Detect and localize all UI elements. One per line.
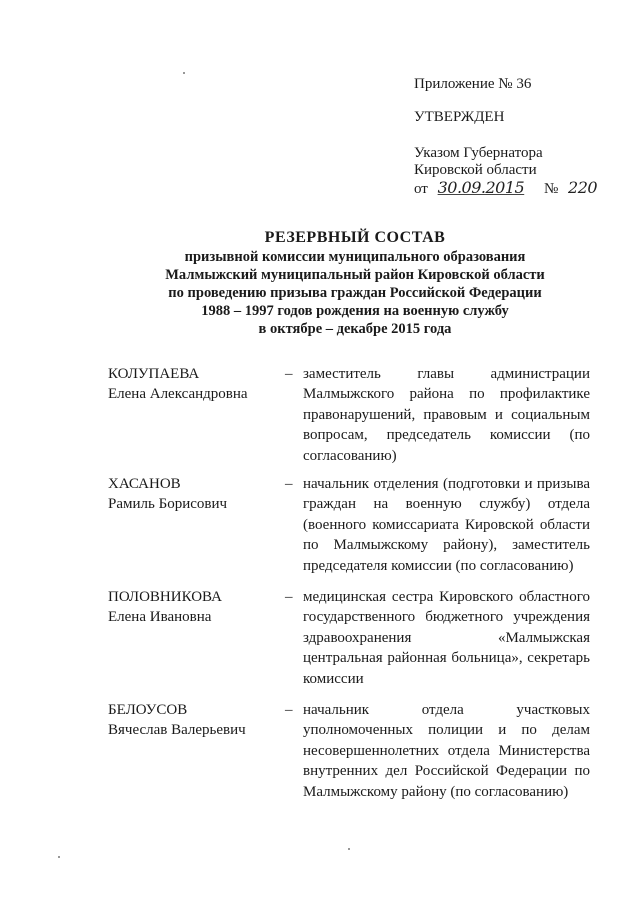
member-role: начальник отдела участковых уполномоченных полиции и по делам несовершеннолетних отдела Министерства внутренних дел Российской Федерации по Малмыжскому району (по согласованию): [303, 702, 590, 800]
title-line: Малмыжский муниципальный район Кировской области: [165, 267, 545, 283]
document-title: [90, 228, 620, 338]
member-name: [108, 700, 283, 741]
decree-date-line: [414, 179, 597, 198]
approved-label: УТВЕРЖДЕН: [414, 109, 505, 125]
member-given-name: Рамиль Борисович: [108, 496, 228, 513]
scan-speck: [348, 848, 350, 850]
member-name: [108, 587, 283, 628]
member-name: [108, 364, 283, 405]
title-line: по проведению призыва граждан Российской Федерации: [168, 285, 542, 301]
member-given-name: Елена Ивановна: [108, 609, 212, 626]
member-dash: –: [285, 366, 293, 382]
scan-speck: [58, 856, 60, 858]
member-surname: ХАСАНОВ: [108, 476, 181, 492]
handwritten-date: 30.09.2015: [437, 178, 525, 197]
member-surname: КОЛУПАЕВА: [108, 366, 200, 382]
member-role: заместитель главы администрации Малмыжского района по профилактике правонарушений, правовым и социальным вопросам, председатель комиссии (по согласованию): [303, 366, 590, 464]
member-role: начальник отделения (подготовки и призыва граждан на военную службу) отдела (военного комиссариата Кировской области по Малмыжскому району), заместитель председателя комиссии (по согласованию): [303, 476, 590, 574]
title-heading: РЕЗЕРВНЫЙ СОСТАВ: [264, 229, 446, 246]
title-line: призывной комиссии муниципального образования: [184, 249, 526, 265]
member-given-name: Вячеслав Валерьевич: [108, 722, 246, 739]
member-dash: –: [285, 476, 293, 492]
from-label: от: [414, 181, 428, 197]
appendix-number: Приложение № 36: [414, 76, 532, 92]
title-line: 1988 – 1997 годов рождения на военную службу: [201, 303, 509, 319]
member-role: медицинская сестра Кировского областного государственного бюджетного учреждения здравоохранения «Малмыжская центральная районная больница», секретарь комиссии: [303, 589, 590, 687]
member-surname: ПОЛОВНИКОВА: [108, 589, 222, 605]
member-dash: –: [285, 589, 293, 605]
member-dash: –: [285, 702, 293, 718]
member-name: [108, 474, 283, 515]
decree-line-1: Указом Губернатора: [414, 145, 543, 161]
member-given-name: Елена Александровна: [108, 386, 248, 403]
number-label: №: [543, 181, 559, 197]
decree-line-2: Кировской области: [414, 162, 537, 178]
approval-block: [414, 76, 597, 198]
handwritten-number: 220: [568, 178, 598, 197]
title-line: в октябре – декабре 2015 года: [258, 321, 452, 337]
scan-speck: [183, 72, 185, 74]
member-surname: БЕЛОУСОВ: [108, 702, 188, 718]
